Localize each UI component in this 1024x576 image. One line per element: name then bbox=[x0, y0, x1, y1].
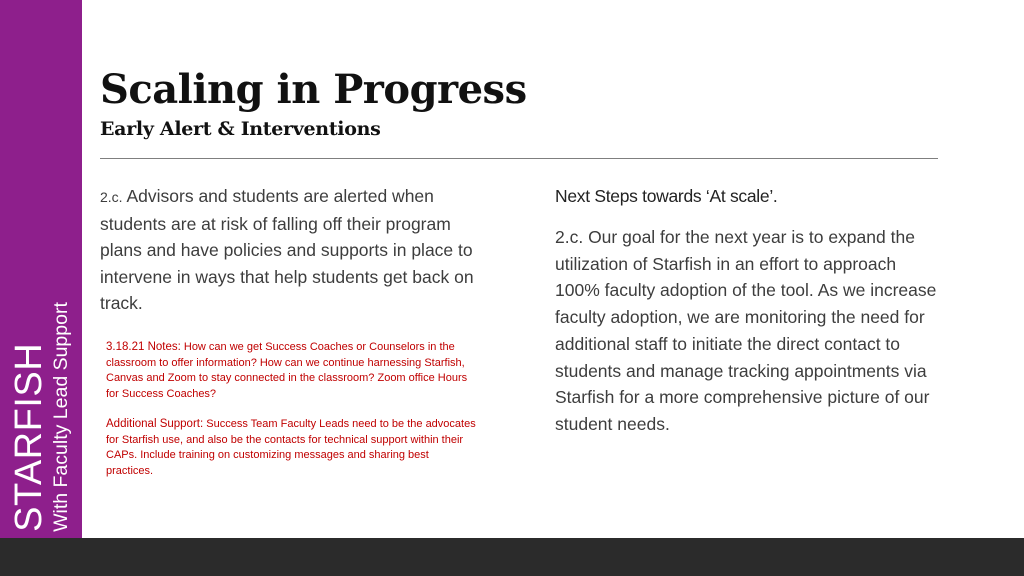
footer-bar bbox=[0, 538, 1024, 576]
left-number: 2.c. bbox=[100, 189, 123, 205]
sidebar-subtitle: With Faculty Lead Support bbox=[50, 302, 72, 532]
page-title: Scaling in Progress bbox=[100, 66, 527, 113]
left-text: Advisors and students are alerted when students are at risk of falling off their program plans and have policies and supports in place to intervene in ways that help students get back on track. bbox=[100, 186, 474, 314]
notes-label: 3.18.21 Notes: bbox=[106, 341, 181, 353]
sidebar-label bbox=[0, 0, 82, 538]
title-divider bbox=[100, 158, 938, 159]
next-steps-heading: Next Steps towards ‘At scale’. bbox=[555, 186, 778, 206]
additional-support-note bbox=[106, 417, 476, 479]
next-steps-body: 2.c. Our goal for the next year is to expand the utilization of Starfish in an effort to approach 100% faculty adoption of the tool. As we increase faculty adoption, we are monitoring the need for additional staff to initiate the direct contact to students and manage tracking appointments via Starfish for a more comprehensive picture of our student needs. bbox=[555, 227, 937, 434]
notes-text: How can we get Success Coaches or Counselors in the classroom to offer information? How can we continue harnessing Starfish, Canvas and Zoom to stay connected in the classroom? Zoom office Hours for Success Coaches? bbox=[106, 341, 468, 400]
meeting-notes bbox=[106, 340, 476, 402]
support-text: Success Team Faculty Leads need to be the advocates for Starfish use, and also be the contacts for technical support within their CAPs. Include training on customizing messages and sharing best practices. bbox=[106, 418, 476, 477]
sidebar-title: STARFISH bbox=[8, 342, 50, 532]
page-subtitle: Early Alert & Interventions bbox=[100, 118, 381, 140]
support-label: Additional Support: bbox=[106, 418, 204, 430]
left-paragraph bbox=[100, 183, 480, 317]
